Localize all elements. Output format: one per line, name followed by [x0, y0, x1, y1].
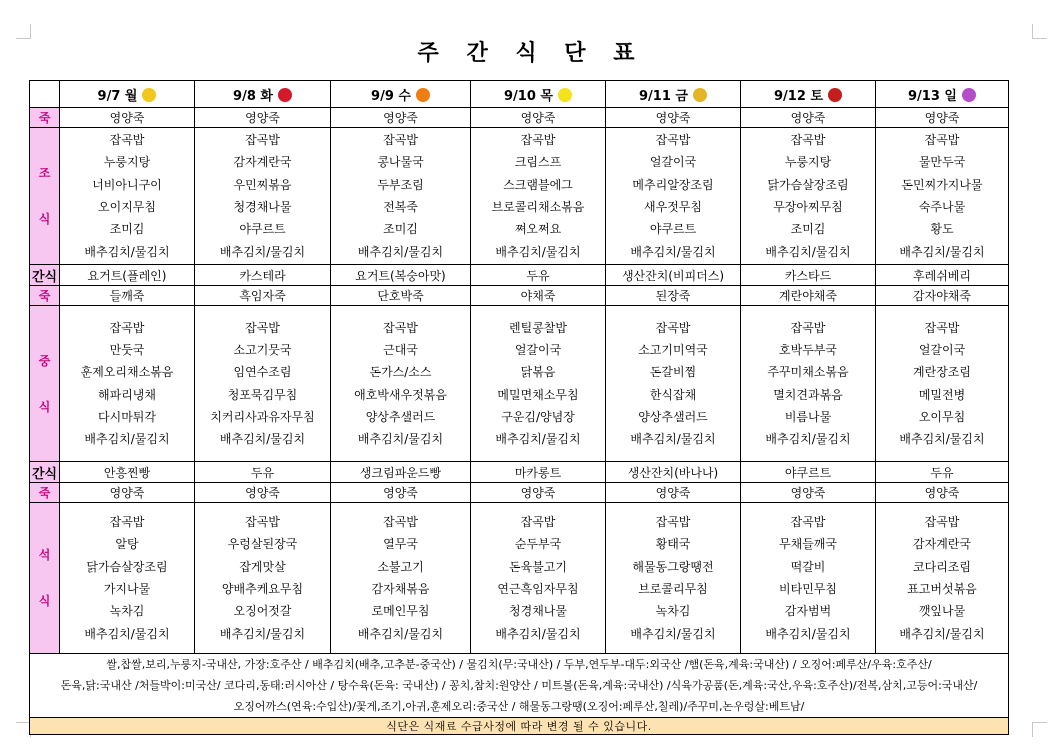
- menu-cell: 요거트(플레인): [60, 265, 195, 286]
- menu-item: 잡곡밥: [109, 320, 145, 335]
- menu-cell: [331, 306, 471, 462]
- menu-item: 녹차김: [109, 604, 145, 619]
- menu-item: 누룽지탕: [103, 155, 151, 170]
- menu-item: 배추김치/물김치: [765, 244, 851, 259]
- lunch-porridge-row: [30, 286, 1009, 306]
- menu-item: 황도: [930, 222, 954, 237]
- meal-label: 석 식: [30, 503, 60, 654]
- menu-item: 배추김치/물김치: [495, 244, 581, 259]
- menu-item: 잡곡밥: [109, 133, 145, 148]
- menu-item: 소고기미역국: [638, 342, 708, 357]
- menu-cell: 영양죽: [741, 483, 876, 503]
- day-label: 9/7 월: [97, 88, 138, 104]
- menu-item: 잡곡밥: [790, 133, 826, 148]
- day-label: 9/11 금: [639, 88, 688, 104]
- menu-item: 청포묵김무침: [227, 387, 298, 402]
- menu-cell: 영양죽: [876, 483, 1009, 503]
- menu-item: 브로콜리채소볶음: [491, 200, 585, 214]
- menu-item: 양상추샐러드: [638, 409, 708, 424]
- menu-cell: [876, 128, 1009, 265]
- menu-cell: 된장죽: [606, 286, 741, 306]
- menu-item: 전복죽: [383, 200, 418, 214]
- menu-cell: 요거트(복숭아맛): [331, 265, 471, 286]
- menu-item: 배추김치/물김치: [630, 626, 716, 641]
- menu-cell: [195, 128, 331, 265]
- menu-cell: [741, 503, 876, 654]
- menu-cell: [60, 503, 195, 654]
- menu-item: 새우젓무침: [644, 200, 702, 214]
- menu-cell: [471, 503, 606, 654]
- day-header-row: [30, 81, 1009, 108]
- menu-cell: [741, 128, 876, 265]
- menu-item: 잡곡밥: [520, 133, 556, 148]
- menu-cell: 영양죽: [741, 108, 876, 128]
- menu-item: 조미김: [383, 222, 418, 237]
- menu-item: 배추김치/물김치: [765, 432, 851, 447]
- menu-item: 배추김치/물김치: [899, 244, 985, 259]
- menu-item: 해물동그랑땡전: [632, 559, 714, 574]
- menu-item: 배추김치/물김치: [630, 432, 716, 447]
- lunch-row: [30, 306, 1009, 462]
- menu-item: 조미김: [790, 222, 826, 237]
- menu-item: 떡갈비: [790, 559, 826, 574]
- menu-item: 잡곡밥: [790, 515, 826, 530]
- menu-item: 녹차김: [655, 604, 691, 619]
- menu-item: 돈민찌가지나물: [901, 177, 983, 192]
- menu-item: 코다리조림: [913, 559, 971, 574]
- menu-cell: [876, 306, 1009, 462]
- menu-item: 다시마튀각: [98, 409, 156, 424]
- menu-item: 돈육불고기: [509, 559, 567, 574]
- menu-cell: 영양죽: [60, 108, 195, 128]
- menu-cell: 계란야채죽: [741, 286, 876, 306]
- menu-item: 배추김치/물김치: [84, 626, 170, 641]
- afternoon-snack-row: [30, 462, 1009, 483]
- menu-item: 무장아찌무침: [773, 200, 843, 214]
- menu-item: 소고기뭇국: [233, 342, 292, 357]
- menu-cell: [606, 503, 741, 654]
- menu-cell: 흑임자죽: [195, 286, 331, 306]
- menu-cell: 영양죽: [331, 108, 471, 128]
- menu-item: 잡곡밥: [245, 133, 280, 148]
- menu-cell: 후레쉬베리: [876, 265, 1009, 286]
- menu-item: 무채들깨국: [779, 537, 837, 552]
- menu-cell: 안흥찐빵: [60, 462, 195, 483]
- menu-item: 잡곡밥: [383, 133, 418, 148]
- menu-item: 잡곡밥: [109, 515, 145, 530]
- menu-item: 잡곡밥: [924, 133, 960, 148]
- menu-item: 크림스프: [514, 155, 562, 170]
- menu-cell: 두유: [471, 265, 606, 286]
- menu-item: 비름나물: [784, 409, 832, 424]
- menu-item: 닭볶음: [520, 365, 556, 380]
- menu-cell: [60, 306, 195, 462]
- day-label: 9/13 일: [908, 88, 957, 104]
- menu-item: 누룽지탕: [784, 155, 832, 170]
- menu-item: 감자범벅: [784, 604, 832, 619]
- dinner-porridge-row: [30, 483, 1009, 503]
- menu-item: 훈제오리채소볶음: [80, 365, 174, 380]
- menu-item: 닭가슴살장조림: [86, 559, 168, 574]
- menu-item: 가지나물: [103, 582, 151, 596]
- menu-cell: [606, 306, 741, 462]
- day-header: [60, 81, 195, 108]
- menu-item: 얼갈이국: [918, 342, 966, 357]
- menu-item: 구운김/양념장: [501, 409, 575, 424]
- dinner-row: [30, 503, 1009, 654]
- menu-item: 야쿠르트: [239, 222, 286, 237]
- day-header: [876, 81, 1009, 108]
- menu-cell: [195, 503, 331, 654]
- weekly-menu-table: [29, 80, 1009, 735]
- menu-cell: 마카롱트: [471, 462, 606, 483]
- menu-item: 호박두부국: [779, 342, 837, 357]
- menu-item: 메밀면채소무침: [497, 387, 579, 402]
- menu-item: 양상추샐러드: [365, 409, 436, 424]
- menu-cell: 카스타드: [741, 265, 876, 286]
- menu-item: 배추김치/물김치: [765, 626, 851, 641]
- origin-note-line: 쌀,찹쌀,보리,누룽지-국내산, 가장:호주산 / 배추김치(배추,고추분-중국산) / 물김치(무:국내산) / 두부,연두부-대두:외국산 /햄(돈육,계육:국내산) / 오징어:페루산/우육:호주산/: [106, 658, 932, 671]
- menu-item: 잡곡밥: [655, 133, 691, 148]
- menu-cell: [331, 503, 471, 654]
- menu-item: 오이무침: [918, 409, 966, 424]
- menu-cell: [471, 128, 606, 265]
- menu-cell: 영양죽: [876, 108, 1009, 128]
- menu-item: 잡곡밥: [655, 515, 691, 530]
- menu-cell: 야채죽: [471, 286, 606, 306]
- menu-item: 배추김치/물김치: [495, 626, 581, 641]
- menu-item: 로메인무침: [371, 604, 430, 619]
- meal-label: 죽: [30, 483, 60, 503]
- menu-cell: 야쿠르트: [741, 462, 876, 483]
- menu-item: 배추김치/물김치: [630, 244, 716, 259]
- menu-cell: 영양죽: [195, 108, 331, 128]
- apple-icon: [828, 88, 842, 102]
- menu-item: 물만두국: [918, 155, 966, 170]
- menu-item: 배추김치/물김치: [219, 432, 306, 447]
- menu-cell: [60, 128, 195, 265]
- menu-item: 콩나물국: [377, 155, 424, 170]
- menu-item: 돈가스/소스: [369, 365, 432, 380]
- meal-label: 중 식: [30, 306, 60, 462]
- menu-cell: 생산잔치(비피더스): [606, 265, 741, 286]
- menu-item: 감자계란국: [233, 155, 292, 170]
- menu-cell: 단호박죽: [331, 286, 471, 306]
- menu-cell: 두유: [876, 462, 1009, 483]
- menu-item: 우렁살된장국: [227, 537, 298, 552]
- menu-item: 닭가슴살장조림: [767, 177, 849, 192]
- menu-item: 양배추케요무침: [221, 582, 304, 596]
- menu-item: 오이지무침: [98, 200, 156, 214]
- menu-item: 계란장조림: [913, 365, 971, 380]
- menu-cell: 영양죽: [60, 483, 195, 503]
- menu-cell: 감자야채죽: [876, 286, 1009, 306]
- orange-icon: [416, 88, 430, 102]
- menu-item: 청경채나물: [233, 200, 292, 214]
- menu-item: 조미김: [109, 222, 145, 237]
- breakfast-porridge-row: [30, 108, 1009, 128]
- menu-item: 숙주나물: [918, 200, 966, 214]
- page-corner-mark: [1032, 722, 1047, 737]
- menu-item: 감자채볶음: [371, 582, 430, 596]
- day-header: [741, 81, 876, 108]
- menu-item: 브로콜리무침: [638, 582, 708, 596]
- menu-cell: 영양죽: [606, 108, 741, 128]
- menu-cell: 카스테라: [195, 265, 331, 286]
- menu-item: 배추김치/물김치: [899, 626, 985, 641]
- menu-item: 배추김치/물김치: [84, 244, 170, 259]
- day-header: [606, 81, 741, 108]
- menu-cell: 영양죽: [471, 483, 606, 503]
- menu-item: 잡곡밥: [245, 515, 280, 530]
- menu-cell: [331, 128, 471, 265]
- footer-row: [30, 718, 1009, 735]
- menu-item: 스크램블에그: [503, 177, 573, 192]
- menu-item: 깻잎나물: [918, 604, 966, 619]
- menu-cell: 들깨죽: [60, 286, 195, 306]
- menu-item: 감자계란국: [913, 537, 971, 552]
- menu-item: 치커리사과유자무침: [210, 409, 315, 424]
- banana-icon: [142, 88, 156, 102]
- meal-label: 간식: [30, 462, 60, 483]
- menu-cell: 영양죽: [195, 483, 331, 503]
- menu-item: 알탕: [115, 537, 139, 552]
- day-header: [195, 81, 331, 108]
- menu-item: 잡곡밥: [655, 320, 691, 335]
- day-label: 9/10 목: [504, 88, 553, 104]
- menu-item: 배추김치/물김치: [899, 432, 985, 447]
- menu-item: 잡곡밥: [790, 320, 826, 335]
- origin-notes-row: [30, 654, 1009, 718]
- lemon-icon: [558, 88, 572, 102]
- day-label: 9/8 화: [233, 88, 273, 104]
- menu-item: 얼갈이국: [649, 155, 697, 170]
- menu-item: 배추김치/물김치: [357, 626, 444, 641]
- menu-item: 잡곡밥: [924, 320, 960, 335]
- menu-item: 잡곡밥: [520, 515, 556, 530]
- menu-cell: 영양죽: [331, 483, 471, 503]
- menu-cell: 영양죽: [606, 483, 741, 503]
- menu-item: 순두부국: [514, 537, 562, 552]
- menu-item: 배추김치/물김치: [357, 432, 444, 447]
- menu-item: 연근흑임자무침: [497, 582, 579, 596]
- menu-item: 잡곡밥: [383, 320, 418, 335]
- meal-label: 죽: [30, 108, 60, 128]
- menu-cell: [606, 128, 741, 265]
- menu-item: 너비아니구이: [92, 177, 162, 192]
- menu-item: 오징어젓갈: [233, 604, 292, 619]
- day-header: [331, 81, 471, 108]
- menu-cell: [195, 306, 331, 462]
- menu-item: 우민찌볶음: [233, 177, 292, 192]
- menu-cell: 두유: [195, 462, 331, 483]
- menu-cell: [876, 503, 1009, 654]
- menu-item: 잡곡밥: [245, 320, 280, 335]
- menu-item: 멸치견과볶음: [773, 387, 843, 402]
- menu-item: 배추김치/물김치: [357, 244, 444, 259]
- meal-label: 죽: [30, 286, 60, 306]
- menu-cell: 영양죽: [471, 108, 606, 128]
- menu-item: 해파리냉채: [98, 387, 156, 402]
- pineapple-icon: [693, 88, 707, 102]
- menu-item: 표고버섯볶음: [907, 582, 977, 596]
- menu-item: 메추리알장조림: [632, 177, 714, 192]
- menu-cell: 생산잔치(바나나): [606, 462, 741, 483]
- origin-note-line: 오징어까스(연육:수입산)/꽃게,조기,아귀,훈제오리:중국산 / 해물동그랑땡(오징어:페루산,칠레)/주꾸미,논우렁살:베트남/: [233, 700, 805, 713]
- change-notice: 식단은 식재료 수급사정에 따라 변경 될 수 있습니다.: [30, 718, 1009, 735]
- menu-item: 만둣국: [109, 342, 145, 357]
- menu-item: 잡곡밥: [924, 515, 960, 530]
- menu-cell: [471, 306, 606, 462]
- menu-cell: [741, 306, 876, 462]
- breakfast-row: [30, 128, 1009, 265]
- day-header: [471, 81, 606, 108]
- origin-note-line: 돈육,닭:국내산 /처들박이:미국산/ 코다리,동태:러시아산 / 탕수육(돈육: 국내산) / 꽁치,참치:원양산 / 미트볼(돈육,계육:국내산) /식육가공품(돈,계육:국산,우육:호주산)/전복,삼치,고등어:국내산/: [60, 679, 978, 692]
- menu-item: 야쿠르트: [649, 222, 697, 237]
- day-label: 9/9 수: [371, 88, 411, 104]
- menu-item: 쪄오쩌요: [514, 222, 562, 237]
- menu-item: 배추김치/물김치: [219, 626, 306, 641]
- menu-item: 황태국: [655, 537, 691, 552]
- origin-notes: [30, 654, 1009, 718]
- menu-item: 배추김치/물김치: [495, 432, 581, 447]
- grape-icon: [962, 88, 976, 102]
- menu-item: 돈갈비찜: [649, 365, 697, 380]
- menu-item: 청경채나물: [509, 604, 567, 619]
- header-corner: [30, 81, 60, 108]
- menu-item: 애호박새우젓볶음: [354, 387, 447, 402]
- morning-snack-row: [30, 265, 1009, 286]
- meal-label: 간식: [30, 265, 60, 286]
- menu-item: 배추김치/물김치: [219, 244, 306, 259]
- menu-item: 비타민무침: [779, 582, 837, 596]
- menu-item: 얼갈이국: [514, 342, 562, 357]
- menu-cell: 생크림파운드빵: [331, 462, 471, 483]
- menu-item: 소불고기: [377, 559, 424, 574]
- menu-item: 잡곡밥: [383, 515, 418, 530]
- day-label: 9/12 토: [774, 88, 823, 104]
- menu-item: 잡게맛살: [239, 559, 286, 574]
- menu-item: 한식잡채: [649, 387, 697, 402]
- menu-item: 배추김치/물김치: [84, 432, 170, 447]
- menu-item: 메밀전병: [918, 387, 966, 402]
- cherry-icon: [278, 88, 292, 102]
- menu-item: 렌틸콩찰밥: [509, 320, 567, 335]
- menu-item: 주꾸미채소볶음: [767, 365, 849, 380]
- menu-item: 열무국: [383, 537, 418, 552]
- menu-item: 임연수조림: [233, 365, 292, 380]
- page-title: 주 간 식 단 표: [417, 41, 645, 66]
- meal-label: 조 식: [30, 128, 60, 265]
- menu-item: 두부조림: [377, 177, 424, 192]
- menu-item: 근대국: [383, 342, 418, 357]
